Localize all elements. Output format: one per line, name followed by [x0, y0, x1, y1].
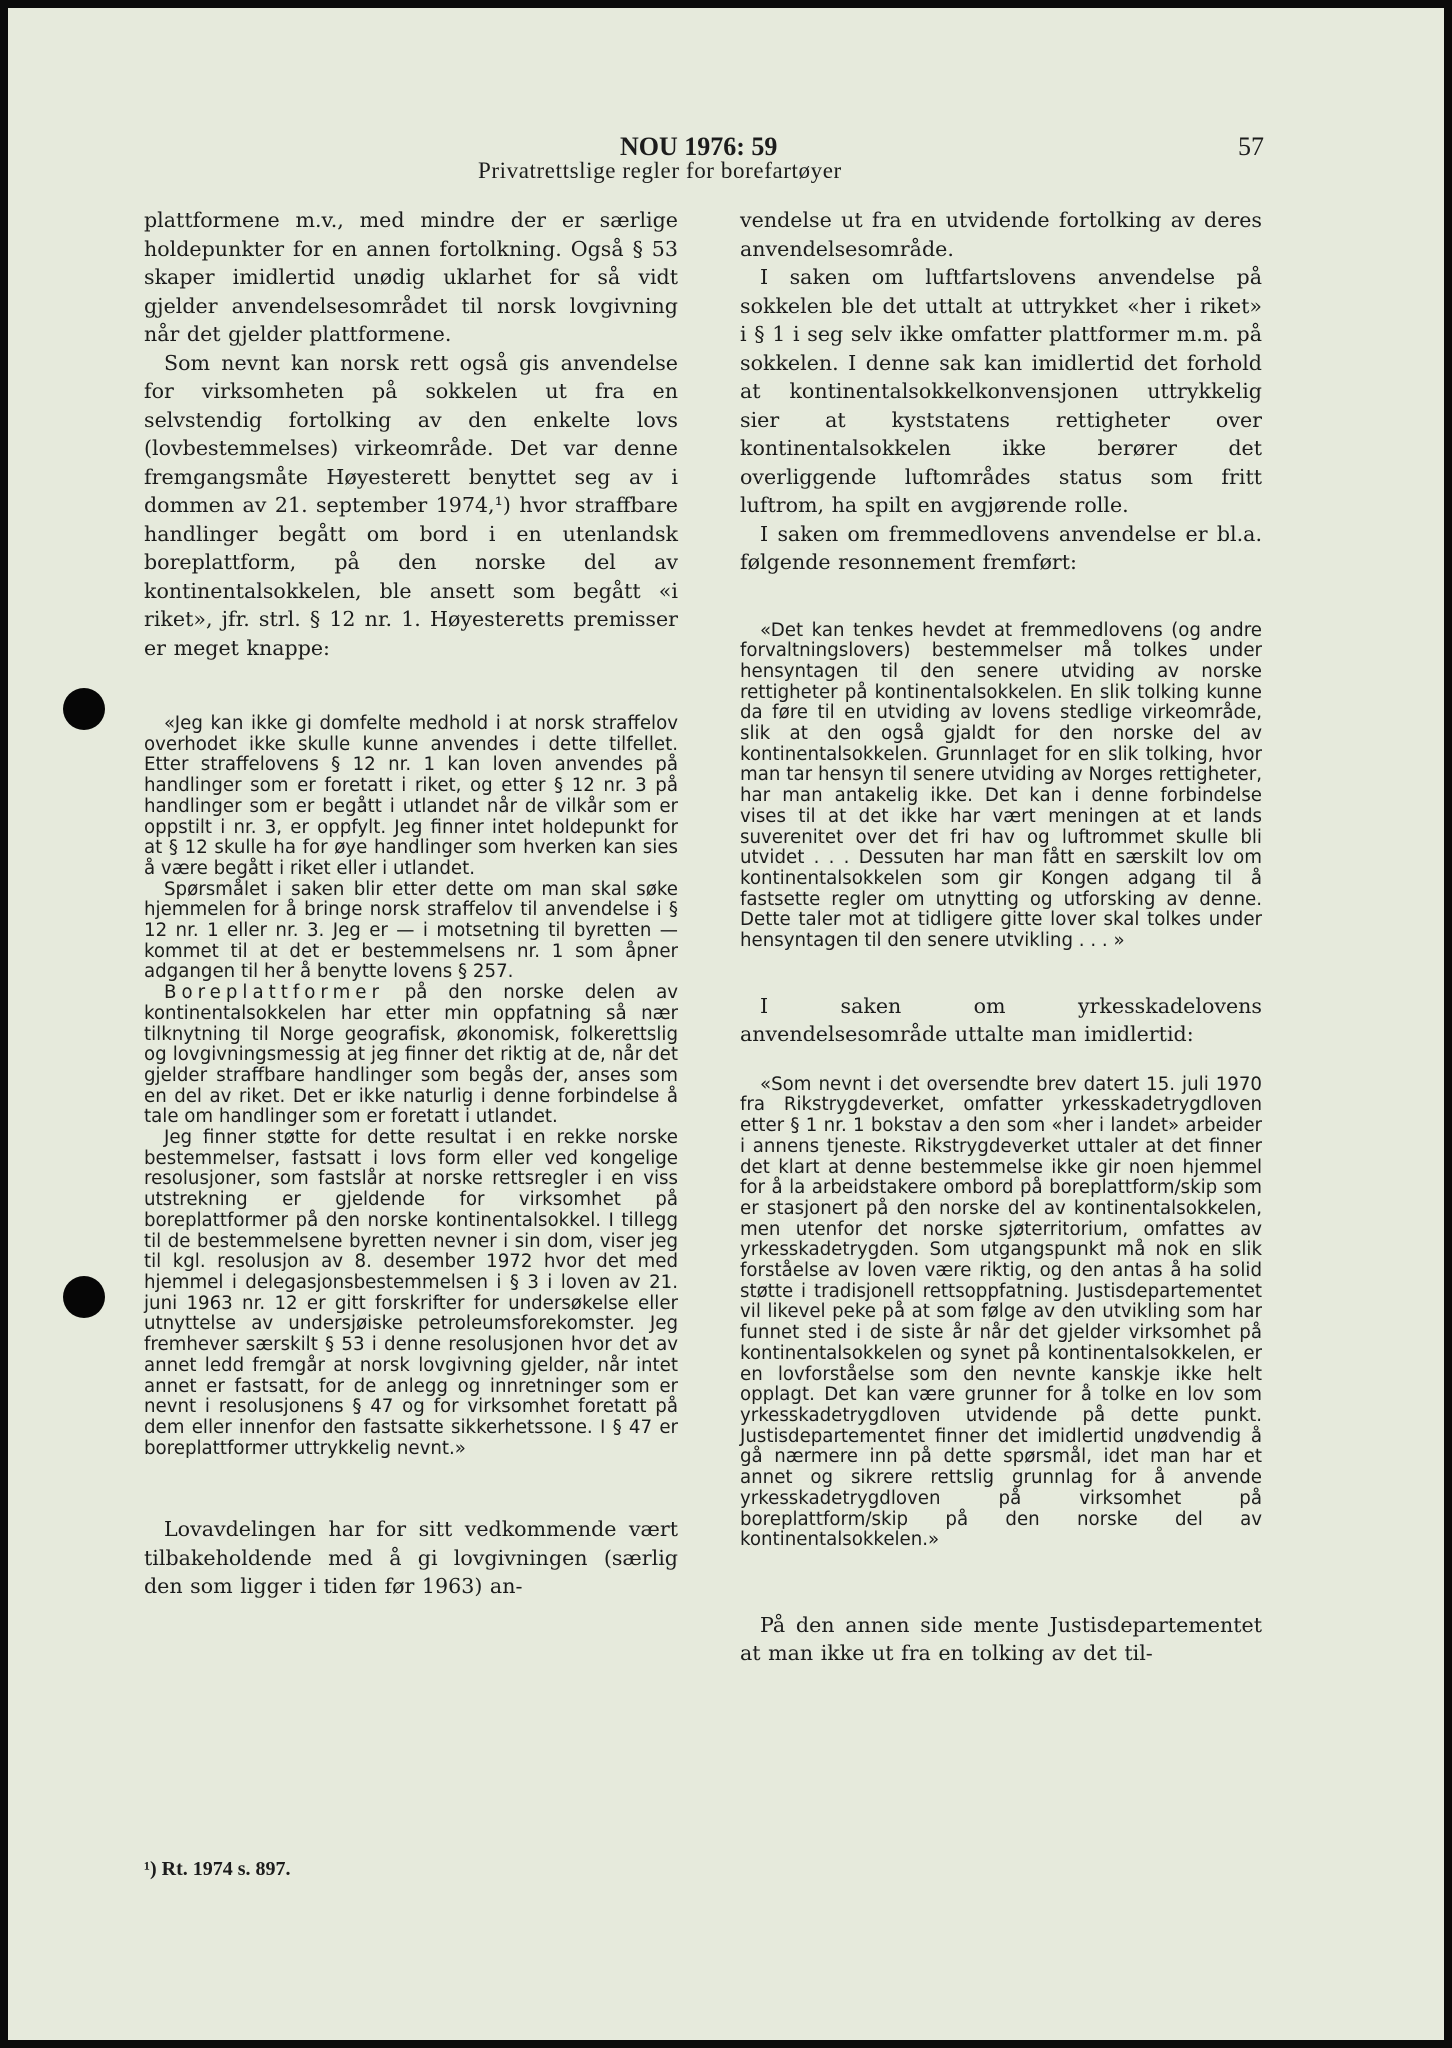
punch-hole — [63, 1276, 105, 1318]
running-title: Privatrettslige regler for borefartøyer — [478, 158, 842, 183]
quote-paragraph: «Det kan tenkes hevdet at fremmedlovens (og andre forvaltningslovers) bestemmelser må tolkes under hensyntagen til den senere utviding av norske rettigheter på kontinentalsokkelen. En slik tolking kunne da føre til en utviding av lovens stedlige virkeområde, slik at den også gjaldt for den norske del av kontinentalsokkelen. Grunnlaget for en slik tolking, hvor man tar hensyn til senere utviding av Norges rettigheter, har man antakelig ikke. Det kan i denne forbindelse vises til at det ikke har vært meningen at et lands suverenitet over det fri hav og luftrommet skulle bli utvidet . . . Dessuten har man fått en særskilt lov om kontinentalsokkelen som gir Kongen adgang til å fastsette regler om utnytting og utforsking av denne. Dette taler mot at tidligere gitte lover skal tolkes under hensyntagen til den senere utvikling . . . » — [740, 619, 1262, 952]
quote-paragraph: Boreplattformer på den norske delen av kontinentalsokkelen har etter min oppfatning så nær tilknytning til Norge geografisk, økonomisk, folkerettslig og lovgivningsmessig at jeg finner det riktig at de, når det gjelder straffbare handlinger som begås der, anses som en del av riket. Det er ikke naturlig i denne forbindelse å tale om handlinger som er foretatt i utlandet. — [144, 982, 678, 1128]
page-number: 57 — [1238, 132, 1264, 161]
block-quote — [144, 714, 678, 1459]
quote-paragraph: «Jeg kan ikke gi domfelte medhold i at norsk straffelov overhodet ikke skulle kunne anvendes i dette tilfellet. Etter straffelovens § 12 nr. 1 kan loven anvendes på handlinger som er foretatt i riket, og etter § 12 nr. 3 på handlinger som er begått i utlandet når de vilkår som er oppstilt i nr. 3, er oppfylt. Jeg finner intet holdepunkt for at § 12 skulle ha for øye handlinger som hverken kan sies å være begått i riket eller i utlandet. — [144, 713, 678, 879]
quote-paragraph: «Som nevnt i det oversendte brev datert 15. juli 1970 fra Rikstrygdeverket, omfatter yrkesskadetrygdloven etter § 1 nr. 1 bokstav a den som «her i landet» arbeider i annens tjeneste. Rikstrygdeverket uttaler at det finner det klart at denne bestemmelse ikke gir noen hjemmel for å la arbeidstakere ombord på boreplattform/skip som er stasjonert på den norske del av kontinentalsokkelen, men utenfor det norske sjøterritorium, omfattes av yrkesskadetrygden. Som utgangspunkt må nok en slik forståelse av loven være riktig, og den antas å ha solid støtte i tradisjonell rettsoppfatning. Justisdepartementet vil likevel peke på at som følge av den utvikling som har funnet sted i de siste år når det gjelder virksomhet på kontinentalsokkelen og synet på kontinentalsokkelen, er en lovforståelse som den nevnte kanskje ikke helt opplagt. Det kan være grunner for å tolke en lov som yrkesskadetrygdloven utvidende på dette punkt. Justisdepartementet finner det imidlertid unødvendig å gå nærmere inn på dette spørsmål, idet man har et annet og sikrere rettslig grunnlag for å anvende yrkesskadetrygdloven på virksomhet på boreplattform/skip på den norske del av kontinentalsokkelen.» — [740, 1073, 1262, 1551]
block-quote — [740, 1075, 1262, 1551]
paragraph: I saken om yrkesskadelovens anvendelsesområde uttalte man imidlertid: — [740, 993, 1262, 1047]
left-column — [144, 206, 678, 1601]
paragraph: vendelse ut fra en utvidende fortolking av deres anvendelsesområde. — [740, 208, 1262, 261]
block-quote — [740, 621, 1262, 952]
paragraph: I saken om fremmedlovens anvendelse er bl.a. følgende resonnement fremført: — [740, 521, 1262, 574]
report-series: NOU 1976: 59 — [620, 132, 778, 161]
emphasis-spaced: Boreplattformer — [164, 982, 384, 1004]
footnote: ¹) Rt. 1974 s. 897. — [144, 1858, 291, 1880]
right-column — [740, 206, 1262, 1668]
paragraph: Lovavdelingen har for sitt vedkommende vært tilbakeholdende med å gi lovgivningen (særlig den som ligger i tiden før 1963) an- — [144, 1517, 678, 1599]
punch-hole — [63, 688, 105, 730]
paragraph: plattformene m.v., med mindre der er særlige holdepunkter for en annen fortolkning. Også § 53 skaper imidlertid unødig uklarhet for så vidt gjelder anvendelsesområdet til norsk lovgivning når det gjelder plattformene. — [144, 208, 678, 346]
paragraph: På den annen side mente Justisdepartementet at man ikke ut fra en tolking av det til- — [740, 1612, 1262, 1666]
paragraph: Som nevnt kan norsk rett også gis anvendelse for virksomheten på sokkelen ut fra en selvstendig fortolking av den enkelte lovs (lovbestemmelses) virkeområde. Det var denne fremgangsmåte Høyesterett benyttet seg av i dommen av 21. september 1974,¹) hvor straffbare handlinger begått om bord i en utenlandsk boreplattform, på den norske del av kontinentalsokkelen, ble ansett som begått «i riket», jfr. strl. § 12 nr. 1. Høyesteretts premisser er meget knappe: — [144, 350, 678, 660]
paragraph: I saken om luftfartslovens anvendelse på sokkelen ble det uttalt at uttrykket «her i riket» i § 1 i seg selv ikke omfatter plattformer m.m. på sokkelen. I denne sak kan imidlertid det forhold at kontinentalsokkelkonvensjonen uttrykkelig sier at kyststatens rettigheter over kontinentalsokkelen ikke berører det overliggende luftområdes status som fritt luftrom, ha spilt en avgjørende rolle. — [740, 265, 1262, 517]
quote-paragraph: Spørsmålet i saken blir etter dette om man skal søke hjemmelen for å bringe norsk straffelov til anvendelse i § 12 nr. 1 eller nr. 3. Jeg er — i motsetning til byretten — kommet til at det er bestemmelsens nr. 1 som åpner adgangen til her å benytte lovens § 257. — [144, 878, 678, 983]
quote-paragraph: Jeg finner støtte for dette resultat i en rekke norske bestemmelser, fastsatt i lovs form eller ved kongelige resolusjoner, som fastslår at norske rettsregler i en viss utstrekning er gjeldende for virksomhet på boreplattformer på den norske kontinentalsokkel. I tillegg til de bestemmelsene byretten nevner i sin dom, viser jeg til kgl. resolusjon av 8. desember 1972 hvor det med hjemmel i delegasjonsbestemmelsen i § 3 i loven av 21. juni 1963 nr. 12 er gitt forskrifter for undersøkelse eller utnyttelse av undersjøiske petroleumsforekomster. Jeg fremhever særskilt § 53 i denne resolusjonen hvor det av annet ledd fremgår at norsk lovgivning gjelder, når intet annet er fastsatt, for de anlegg og innretninger som er nevnt i resolusjonens § 47 og for virksomhet foretatt på dem eller innenfor den fastsatte sikkerhetssone. I § 47 er boreplattformer uttrykkelig nevnt.» — [144, 1127, 678, 1459]
